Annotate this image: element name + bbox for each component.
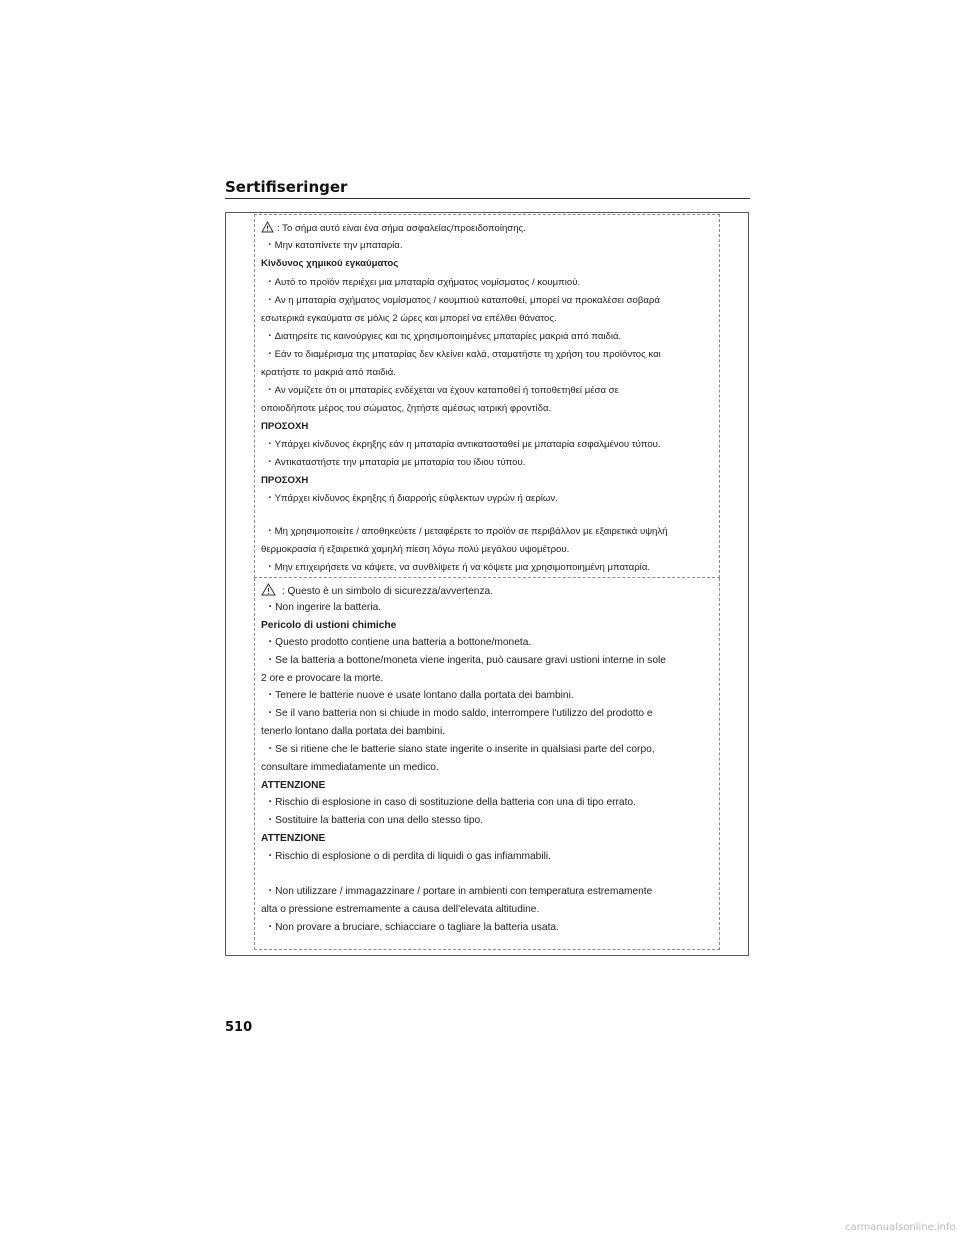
italian-line: ・Questo prodotto contiene una batteria a bottone/moneta. xyxy=(265,637,532,648)
italian-line: ・Rischio di esplosione o di perdita di liquidi o gas infiammabili. xyxy=(265,851,551,862)
greek-line: θερμοκρασία ή εξαιρετικά χαμηλή πίεση λόγω πολύ μεγάλου υψομέτρου. xyxy=(261,544,570,555)
greek-line: ・Αντικαταστήστε την μπαταρία με μπαταρία του ίδιου τύπου. xyxy=(265,457,526,468)
italian-line: ・Sostituire la batteria con una dello stesso tipo. xyxy=(265,815,484,826)
italian-line: 2 ore e provocare la morte. xyxy=(261,673,384,684)
greek-line: οποιοδήποτε μέρος του σώματος, ζητήστε αμέσως ιατρική φροντίδα. xyxy=(261,403,552,414)
greek-line: ・Μην καταπίνετε την μπαταρία. xyxy=(265,240,403,251)
italian-line: alta o pressione estremamente a causa dell'elevata altitudine. xyxy=(261,904,540,915)
greek-line: ・Αυτό το προϊόν περιέχει μια μπαταρία σχήματος νομίσματος / κουμπιού. xyxy=(265,277,581,288)
greek-line: ・Μη χρησιμοποιείτε / αποθηκεύετε / μεταφέρετε το προϊόν σε περιβάλλον με εξαιρετικά υψηλή xyxy=(265,526,668,537)
italian-line: ・Se il vano batteria non si chiude in modo saldo, interrompere l'utilizzo del prodotto e xyxy=(265,708,653,719)
italian-line: tenerlo lontano dalla portata dei bambini. xyxy=(261,726,446,737)
greek-heading: Κίνδυνος χημικού εγκαύματος xyxy=(261,258,399,269)
section-title: Sertifiseringer xyxy=(225,178,348,196)
greek-line: ・Αν νομίζετε ότι οι μπαταρίες ενδέχεται να έχουν καταποθεί ή τοποθετηθεί μέσα σε xyxy=(265,385,619,396)
italian-line: ・Non provare a bruciare, schiacciare o tagliare la batteria usata. xyxy=(265,922,559,933)
greek-warning-block xyxy=(254,214,720,578)
greek-warning-symbol-line xyxy=(261,221,526,236)
greek-line: εσωτερικά εγκαύματα σε μόλις 2 ώρες και μπορεί να επέλθει θάνατος. xyxy=(261,313,557,324)
italian-warning-block xyxy=(254,578,720,950)
watermark: carmanualsonline.info xyxy=(845,1222,956,1233)
italian-line: ・Rischio di esplosione in caso di sostituzione della batteria con una di tipo errato. xyxy=(265,797,636,808)
greek-line: ・Υπάρχει κίνδυνος έκρηξης ή διαρροής εύφλεκτων υγρών ή αερίων. xyxy=(265,493,558,504)
greek-line: κρατήστε το μακριά από παιδιά. xyxy=(261,367,396,378)
italian-warning-symbol-line xyxy=(261,583,493,599)
warning-triangle-icon xyxy=(261,221,274,233)
title-rule xyxy=(225,198,750,199)
warning-triangle-icon xyxy=(261,583,276,596)
italian-line: consultare immediatamente un medico. xyxy=(261,762,439,773)
greek-line: ・Διατηρείτε τις καινούργιες και τις χρησιμοποιημένες μπαταρίες μακριά από παιδιά. xyxy=(265,331,622,342)
greek-line: ・Εάν το διαμέρισμα της μπαταρίας δεν κλείνει καλά, σταματήστε τη χρήση του προϊόντος και xyxy=(265,349,661,360)
greek-line: ・Μην επιχειρήσετε να κάψετε, να συνθλίψετε ή να κόψετε μια χρησιμοποιημένη μπαταρία. xyxy=(265,562,651,573)
italian-line: ・Non utilizzare / immagazzinare / portare in ambienti con temperatura estremamente xyxy=(265,886,653,897)
italian-heading: ATTENZIONE xyxy=(261,780,326,791)
greek-warning-text: : Το σήμα αυτό είναι ένα σήμα ασφαλείας/προειδοποίησης. xyxy=(277,223,526,234)
italian-line: ・Tenere le batterie nuove e usate lontano dalla portata dei bambini. xyxy=(265,690,574,701)
greek-heading: ΠΡΟΣΟΧΗ xyxy=(261,475,309,486)
page-number: 510 xyxy=(225,1020,253,1035)
greek-heading: ΠΡΟΣΟΧΗ xyxy=(261,421,309,432)
italian-line: ・Se si ritiene che le batterie siano state ingerite o inserite in qualsiasi parte del corpo, xyxy=(265,744,655,755)
greek-line: ・Αν η μπαταρία σχήματος νομίσματος / κουμπιού καταποθεί, μπορεί να προκαλέσει σοβαρά xyxy=(265,295,660,306)
italian-heading: Pericolo di ustioni chimiche xyxy=(261,620,397,631)
italian-warning-text: : Questo è un simbolo di sicurezza/avvertenza. xyxy=(281,586,494,597)
greek-line: ・Υπάρχει κίνδυνος έκρηξης εάν η μπαταρία αντικατασταθεί με μπαταρία εσφαλμένου τύπου. xyxy=(265,439,661,450)
italian-heading: ATTENZIONE xyxy=(261,833,326,844)
italian-line: ・Non ingerire la batteria. xyxy=(265,602,382,613)
italian-line: ・Se la batteria a bottone/moneta viene ingerita, può causare gravi ustioni interne in sole xyxy=(265,655,666,666)
